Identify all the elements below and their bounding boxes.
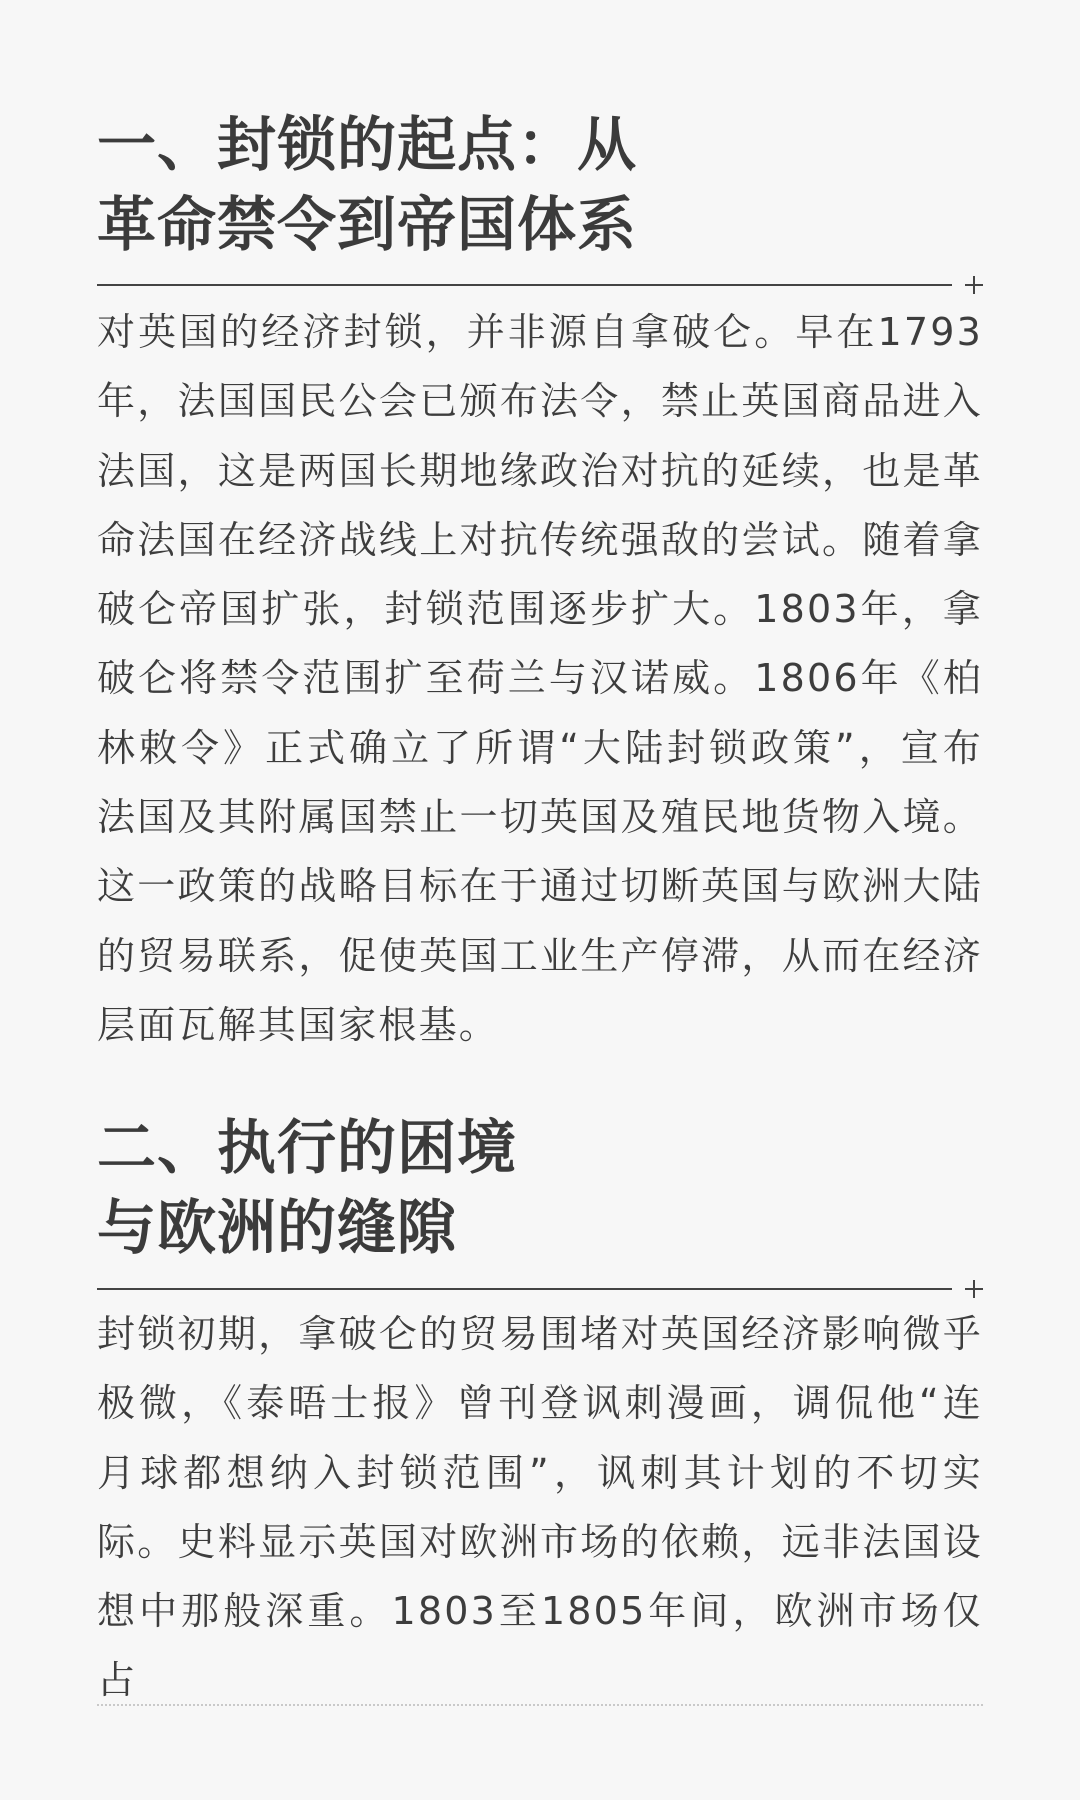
section1-body: 对英国的经济封锁，并非源自拿破仑。早在1793年，法国国民公会已颁布法令，禁止英国商品进入法国，这是两国长期地缘政治对抗的延续，也是革命法国在经济战线上对抗传统强敌的尝试。随着拿破仑帝国扩张，封锁范围逐步扩大。1803年，拿破仑将禁令范围扩至荷兰与汉诺威。1806年《柏林敕令》正式确立了所谓“大陆封锁政策”，宣布法国及其附属国禁止一切英国及殖民地货物入境。这一政策的战略目标在于通过切断英国与欧洲大陆的贸易联系，促使英国工业生产停滞，从而在经济层面瓦解其国家根基。 <box>97 310 983 1047</box>
section1-heading-line1: 一、封锁的起点：从 <box>97 110 638 179</box>
plus-icon <box>965 1280 983 1298</box>
dotted-separator <box>97 1704 983 1706</box>
section2-body: 封锁初期，拿破仑的贸易围堵对英国经济影响微乎极微，《泰晤士报》曾刊登讽刺漫画，调侃他“连月球都想纳入封锁范围”，讽刺其计划的不切实际。史料显示英国对欧洲市场的依赖，远非法国设想中那般深重。1803至1805年间，欧洲市场仅占 <box>97 1312 983 1703</box>
section1-heading-line2: 革命禁令到帝国体系 <box>97 190 638 259</box>
article <box>97 0 983 1800</box>
section2-heading <box>97 1108 983 1268</box>
section1-divider <box>97 284 952 286</box>
section2-heading-line1: 二、执行的困境 <box>97 1113 518 1182</box>
section2-heading-line2: 与欧洲的缝隙 <box>97 1193 458 1262</box>
section1-heading <box>97 105 983 265</box>
plus-icon <box>965 276 983 294</box>
section2-divider <box>97 1288 952 1290</box>
